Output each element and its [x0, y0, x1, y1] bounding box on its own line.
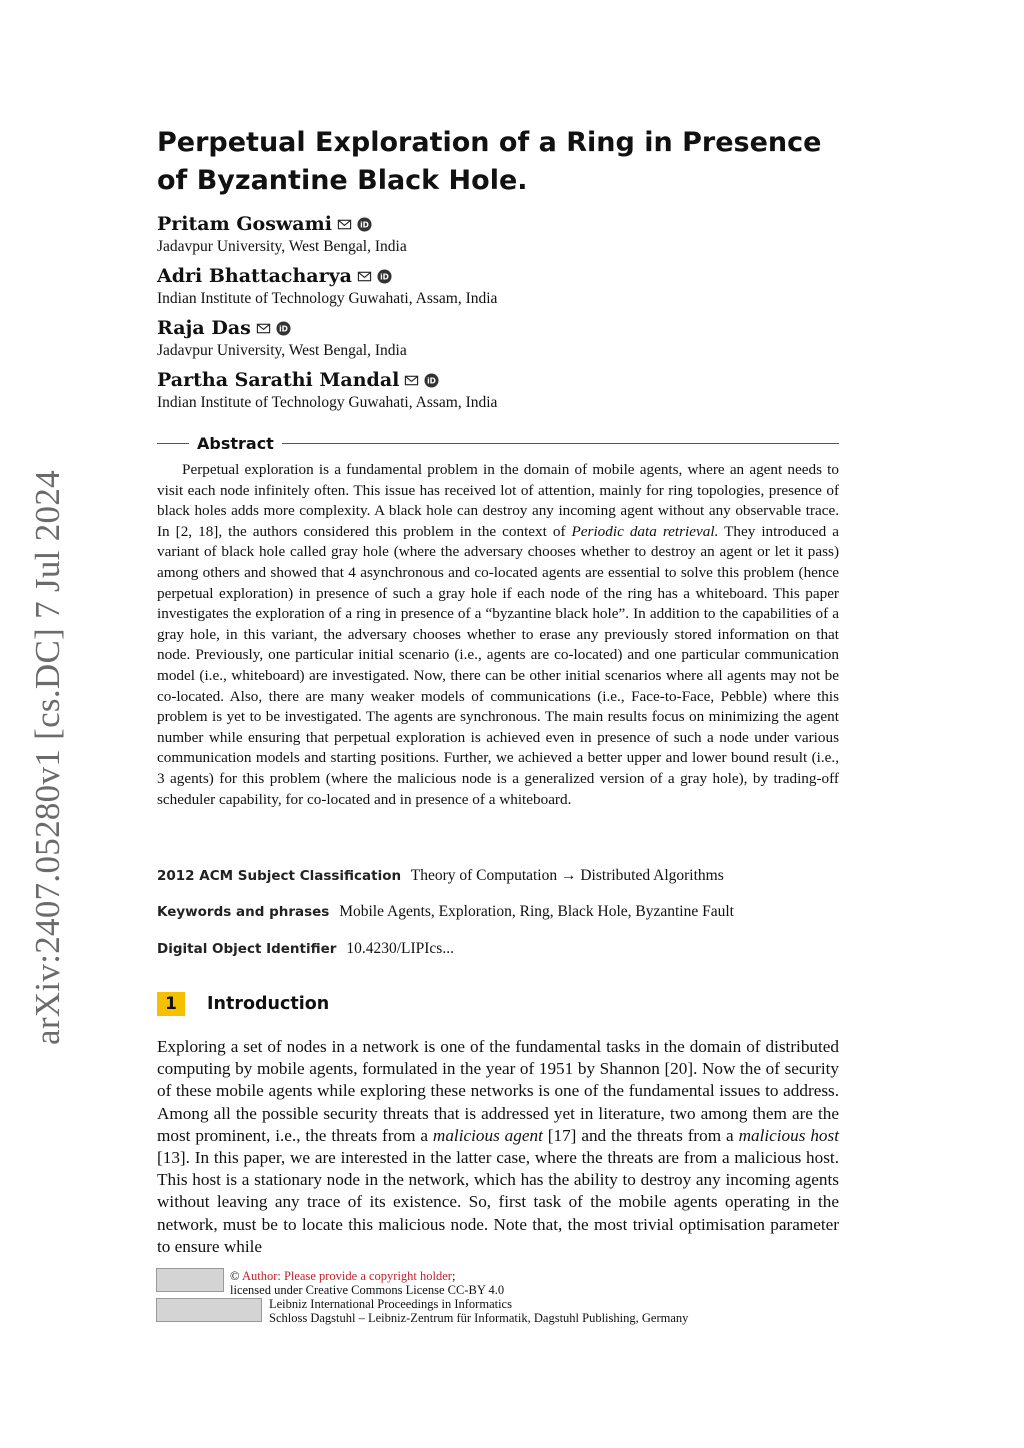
abstract-heading	[157, 432, 839, 454]
author-block	[157, 264, 497, 308]
section-number: 1	[157, 992, 185, 1016]
svg-text:iD: iD	[380, 272, 389, 281]
body-italic: malicious agent	[432, 1125, 543, 1145]
svg-text:iD: iD	[360, 220, 369, 229]
author-affiliation: Jadavpur University, West Bengal, India	[157, 342, 407, 359]
arxiv-identifier: arXiv:2407.05280v1 [cs.DC] 7 Jul 2024	[28, 470, 67, 1045]
series-line: Leibniz International Proceedings in Informatics	[269, 1297, 512, 1311]
license-line: licensed under Creative Commons License CC-BY 4.0	[230, 1283, 505, 1297]
mail-icon[interactable]	[357, 269, 372, 284]
mail-icon[interactable]	[337, 217, 352, 232]
body-paragraph	[157, 1036, 839, 1258]
publisher-line: Schloss Dagstuhl – Leibniz-Zentrum für Informatik, Dagstuhl Publishing, Germany	[269, 1311, 689, 1325]
author-name: Pritam Goswami	[157, 213, 332, 235]
copyright-semicolon: ;	[451, 1269, 456, 1283]
orcid-icon[interactable]	[424, 373, 439, 388]
author-affiliation: Indian Institute of Technology Guwahati, Assam, India	[157, 394, 498, 411]
author-name: Raja Das	[157, 317, 251, 339]
svg-text:iD: iD	[427, 376, 437, 385]
author-name: Adri Bhattacharya	[157, 265, 352, 287]
lipics-logo	[156, 1298, 262, 1322]
author-affiliation: Indian Institute of Technology Guwahati, Assam, India	[157, 290, 498, 307]
mail-icon[interactable]	[404, 373, 419, 388]
orcid-icon[interactable]	[377, 269, 392, 284]
paper-title: Perpetual Exploration of a Ring in Presence of Byzantine Black Hole.	[157, 127, 822, 196]
divider	[282, 443, 839, 444]
abstract-label: Abstract	[197, 433, 274, 453]
author-block	[157, 368, 497, 412]
doi	[157, 940, 839, 958]
svg-text:iD: iD	[278, 324, 288, 333]
divider	[157, 443, 189, 444]
cc-license-logo	[156, 1268, 224, 1292]
body-text-part: Exploring a set of nodes in a network is one of the fundamental tasks in the domain of distributed computing by mobile agents, formulated in the year of 1951 by Shannon [20]. Now the of security of these mobile agents while exploring these networks is one of the fundamental issues to address. Among all the possible security threats that is addressed yet in literature, two among them are the most prominent, i.e., the threats from a	[157, 1037, 839, 1145]
copyright-line	[230, 1270, 455, 1284]
doi-value[interactable]: 10.4230/LIPIcs...	[346, 940, 454, 957]
copyright-symbol: ©	[230, 1269, 240, 1283]
acm-value: Theory of Computation → Distributed Algorithms	[410, 867, 724, 884]
section-heading	[157, 992, 329, 1016]
body-italic: malicious host	[738, 1125, 839, 1145]
copyright-holder-link[interactable]: Author: Please provide a copyright holder	[241, 1269, 452, 1283]
keywords-key: Keywords and phrases	[157, 904, 330, 920]
author-block	[157, 212, 407, 256]
acm-classification	[157, 867, 839, 885]
author-block	[157, 316, 407, 360]
doi-key: Digital Object Identifier	[157, 941, 337, 957]
body-text-part: [13]. In this paper, we are interested in the latter case, where the threats are from a malicious host. This host is a stationary node in the network, which has the ability to destroy any incoming agents without leaving any trace of its existence. So, first task of the mobile agents operating in the network, must be to locate this malicious node. Note that, the most trivial optimisation parameter to ensure while	[157, 1148, 839, 1256]
keywords	[157, 903, 839, 921]
section-title: Introduction	[207, 994, 330, 1014]
abstract-part: Perpetual exploration is a fundamental problem in the domain of mobile agents, where an agent needs to visit each node infinitely often. This issue has received lot of attention, mainly for ring topologies, presence of black holes adds more complexity. A black hole can destroy any incoming agent without any observable trace. In [2, 18], the authors considered this problem in the context of	[157, 461, 839, 540]
author-name: Partha Sarathi Mandal	[157, 369, 400, 391]
body-text-part: [17] and the threats from a	[542, 1125, 739, 1145]
keywords-value: Mobile Agents, Exploration, Ring, Black Hole, Byzantine Fault	[339, 903, 734, 920]
acm-key: 2012 ACM Subject Classification	[157, 868, 402, 884]
mail-icon[interactable]	[256, 321, 271, 336]
abstract-part: They introduced a variant of black hole called gray hole (where the adversary chooses whether to destroy an agent or let it pass) among others and showed that 4 asynchronous and co-located agents are essential to solve this problem (hence perpetual exploration) in presence of such a gray hole if each node of the ring has a whiteboard. This paper investigates the exploration of a ring in presence of a “byzantine black hole”. In addition to the capabilities of a gray hole, in this variant, the adversary chooses whether to erase any previously stored information on that node. Previously, one particular initial scenario (i.e., agents are co-located) and one particular communication model (i.e., whiteboard) are investigated. Now, there can be other initial scenarios where all agents may not be co-located. Also, there are many weaker models of communications (i.e., Face-to-Face, Pebble) where this problem is yet to be investigated. The agents are synchronous. The main results focus on minimizing the agent number while ensuring that perpetual exploration is achieved even in presence of such a node under various communication models and starting positions. Further, we achieved a better upper and lower bound result (i.e., 3 agents) for this problem (where the malicious node is a generalized version of a gray hole), by trading-off scheduler capability, for co-located and in presence of a whiteboard.	[157, 522, 840, 808]
orcid-icon[interactable]	[357, 217, 372, 232]
orcid-icon[interactable]	[276, 321, 291, 336]
author-affiliation: Jadavpur University, West Bengal, India	[157, 238, 407, 255]
abstract-italic: Periodic data retrieval.	[571, 522, 719, 540]
abstract-text	[157, 460, 839, 810]
